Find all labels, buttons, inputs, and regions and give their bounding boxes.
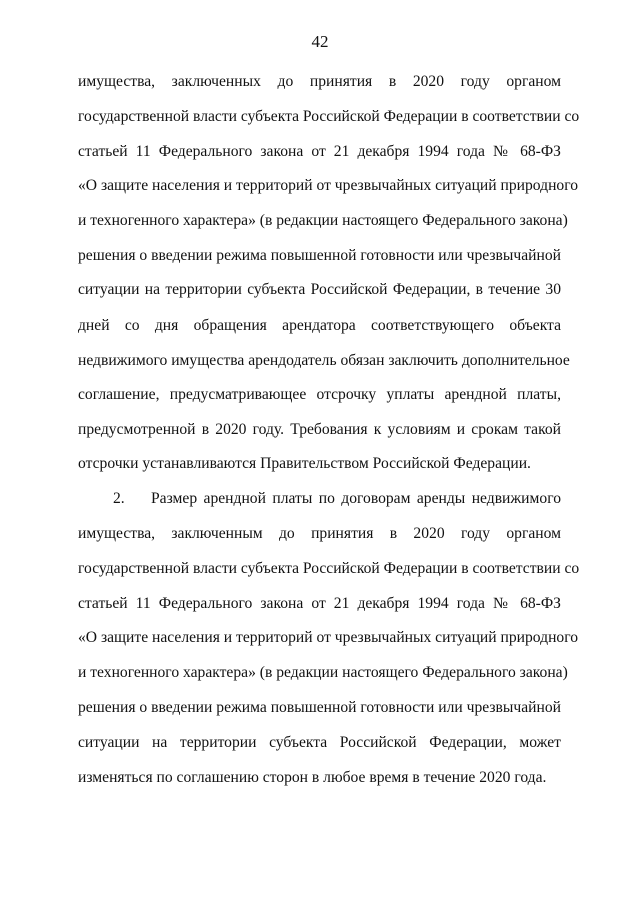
paragraph-1-line: решения о введении режима повышенной готовности или чрезвычайной — [78, 247, 561, 264]
paragraph-1-line: дней со дня обращения арендатора соответствующего объекта — [78, 317, 561, 334]
paragraph-2-line: и техногенного характера» (в редакции настоящего Федерального закона) — [78, 664, 568, 681]
paragraph-1-line: ситуации на территории субъекта Российской Федерации, в течение 30 — [78, 281, 561, 298]
paragraph-1-line: имущества, заключенных до принятия в 2020 году органом — [78, 73, 561, 90]
paragraph-2-line: статьей 11 Федерального закона от 21 декабря 1994 года № 68-ФЗ — [78, 595, 561, 612]
paragraph-2-line: решения о введении режима повышенной готовности или чрезвычайной — [78, 699, 561, 716]
paragraph-2-line: государственной власти субъекта Российской Федерации в соответствии со — [78, 560, 580, 577]
paragraph-1-line: отсрочки устанавливаются Правительством Российской Федерации. — [78, 455, 531, 472]
paragraph-1-line: «О защите населения и территорий от чрезвычайных ситуаций природного — [78, 177, 579, 194]
paragraph-1-line: недвижимого имущества арендодатель обязан заключить дополнительное — [78, 352, 570, 369]
paragraph-1-line: предусмотренной в 2020 году. Требования к условиям и срокам такой — [78, 421, 561, 438]
paragraph-2-line: ситуации на территории субъекта Российской Федерации, может — [78, 734, 561, 751]
paragraph-2-line: имущества, заключенным до принятия в 2020 году органом — [78, 525, 561, 542]
paragraph-2-first-line-text: Размер арендной платы по договорам аренды недвижимого — [151, 490, 561, 507]
paragraph-1-line: соглашение, предусматривающее отсрочку уплаты арендной платы, — [78, 386, 561, 403]
paragraph-number: 2. — [113, 490, 125, 507]
paragraph-2-line: изменяться по соглашению сторон в любое время в течение 2020 года. — [78, 769, 547, 786]
page-number: 42 — [311, 32, 329, 51]
paragraph-1-line: государственной власти субъекта Российской Федерации в соответствии со — [78, 108, 580, 125]
paragraph-2-line: «О защите населения и территорий от чрезвычайных ситуаций природного — [78, 629, 579, 646]
paragraph-1-line: статьей 11 Федерального закона от 21 декабря 1994 года № 68-ФЗ — [78, 143, 561, 160]
paragraph-1-line: и техногенного характера» (в редакции настоящего Федерального закона) — [78, 212, 568, 229]
paragraph-2-first-line — [113, 489, 561, 509]
